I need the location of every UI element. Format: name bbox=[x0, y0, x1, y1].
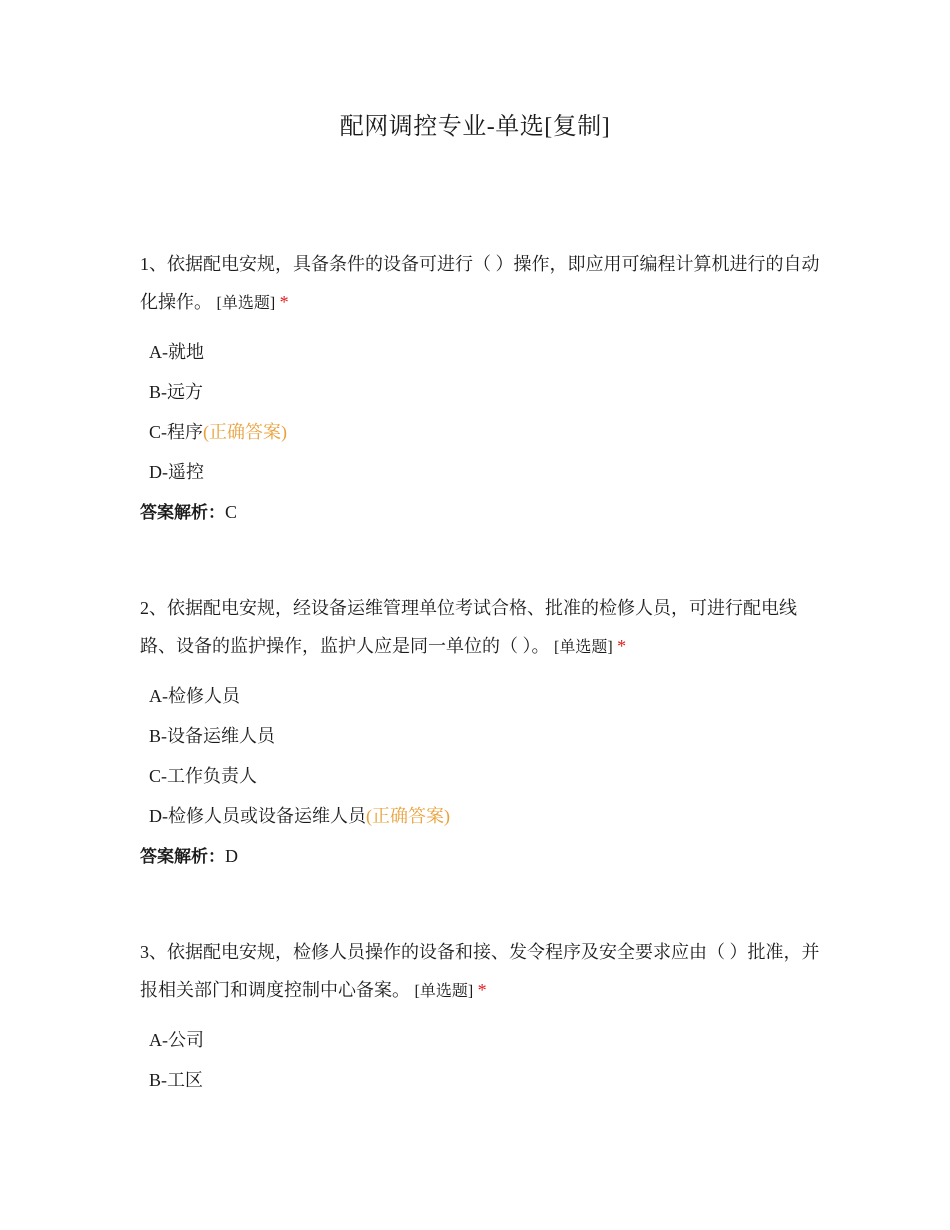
option-b: B-远方 bbox=[149, 382, 203, 402]
option-c: C-工作负责人 bbox=[149, 766, 257, 786]
option-b: B-工区 bbox=[149, 1070, 203, 1090]
option-c: C-程序(正确答案) bbox=[149, 422, 287, 442]
required-star: * bbox=[477, 980, 487, 1000]
correct-answer-mark: (正确答案) bbox=[366, 806, 450, 826]
question-type-tag: [单选题] bbox=[414, 983, 474, 1000]
question-2 bbox=[140, 589, 820, 876]
question-type-tag: [单选题] bbox=[216, 295, 276, 312]
answer-analysis: 答案解析：D bbox=[140, 846, 238, 867]
page-title: 配网调控专业-单选[复制] bbox=[339, 114, 611, 140]
option-d: D-遥控 bbox=[149, 462, 204, 482]
option-a: A-检修人员 bbox=[149, 686, 240, 706]
question-type-tag: [单选题] bbox=[554, 639, 613, 656]
question-stem: 3、依据配电安规，检修人员操作的设备和接、发令程序及安全要求应由（ ）批准，并报相关部门和调度控制中心备案。 [单选题] * bbox=[140, 942, 820, 1000]
required-star: * bbox=[279, 292, 289, 312]
option-a: A-公司 bbox=[149, 1030, 204, 1050]
option-a: A-就地 bbox=[149, 342, 204, 362]
required-star: * bbox=[617, 636, 627, 656]
answer-analysis: 答案解析：C bbox=[140, 502, 238, 523]
option-b: B-设备运维人员 bbox=[149, 726, 275, 746]
question-stem: 1、依据配电安规，具备条件的设备可进行（ ）操作，即应用可编程计算机进行的自动化操作。 [单选题] * bbox=[140, 254, 820, 312]
option-d: D-检修人员或设备运维人员(正确答案) bbox=[149, 806, 450, 826]
correct-answer-mark: (正确答案) bbox=[203, 422, 287, 442]
question-stem: 2、依据配电安规，经设备运维管理单位考试合格、批准的检修人员，可进行配电线路、设备的监护操作，监护人应是同一单位的（ ）。 [单选题] * bbox=[140, 598, 797, 656]
question-1 bbox=[140, 245, 820, 532]
question-3 bbox=[140, 933, 820, 1100]
